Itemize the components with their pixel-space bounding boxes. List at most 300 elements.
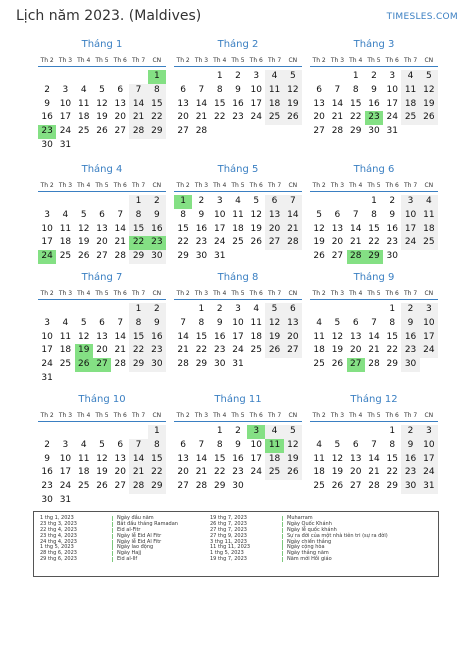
legend-marker xyxy=(282,557,283,562)
day-cell: 8 xyxy=(352,84,359,95)
day-cell: 1 xyxy=(129,195,147,209)
weekday-header xyxy=(174,180,302,192)
weekday-label: CN xyxy=(424,182,434,189)
day-cell: 10 xyxy=(401,209,419,223)
month-calendar xyxy=(38,38,166,153)
day-cell: 5 xyxy=(334,317,341,328)
day-cell: 10 xyxy=(59,98,72,109)
days-grid xyxy=(174,303,302,372)
day-cell: 19 xyxy=(265,331,283,345)
day-cell: 13 xyxy=(96,331,108,342)
day-cell: 22 xyxy=(148,466,166,480)
day-cell: 25 xyxy=(265,111,283,125)
day-cell: 19 xyxy=(96,112,108,123)
empty-cell xyxy=(347,303,365,317)
day-cell: 19 xyxy=(77,237,90,248)
empty-cell xyxy=(38,425,56,439)
day-cell: 18 xyxy=(77,112,90,123)
weekday-label: Th 2 xyxy=(312,290,326,297)
day-cell: 1 xyxy=(216,71,223,81)
weekday-label: Th 6 xyxy=(385,290,399,297)
day-cell: 23 xyxy=(148,344,166,358)
day-cell: 3 xyxy=(62,439,69,450)
day-cell: 31 xyxy=(59,494,72,505)
empty-cell xyxy=(93,70,111,84)
day-cell: 7 xyxy=(198,439,205,450)
day-cell: 12 xyxy=(284,84,302,98)
day-cell: 30 xyxy=(195,251,208,262)
month-name: Tháng 12 xyxy=(350,394,398,405)
holiday-legend xyxy=(33,511,439,577)
weekday-label: Th 5 xyxy=(367,290,381,297)
legend-date: 11 thg 11, 2023 xyxy=(210,544,251,551)
day-cell: 31 xyxy=(386,126,398,137)
month-name: Tháng 1 xyxy=(81,39,123,50)
weekday-label: Th 6 xyxy=(249,412,263,419)
day-cell: 28 xyxy=(114,359,126,370)
day-cell: 19 xyxy=(284,98,302,112)
day-cell: 9 xyxy=(401,317,419,331)
day-cell: 28 xyxy=(331,126,344,137)
day-cell: 28 xyxy=(114,251,126,262)
day-cell: 10 xyxy=(250,84,262,95)
day-cell: 3 xyxy=(62,84,69,95)
day-cell: 5 xyxy=(334,439,341,450)
weekday-header xyxy=(310,288,438,300)
weekday-label: Th 7 xyxy=(267,57,282,64)
day-cell: 7 xyxy=(180,317,186,328)
day-cell: 12 xyxy=(250,209,262,220)
empty-cell xyxy=(192,70,210,84)
holiday-day: 27 xyxy=(347,358,365,372)
day-cell: 4 xyxy=(265,425,283,439)
day-cell: 14 xyxy=(129,453,147,467)
legend-date: 22 thg 4, 2023 xyxy=(40,526,77,533)
day-cell: 23 xyxy=(195,237,208,248)
days-grid xyxy=(310,70,438,139)
day-cell: 10 xyxy=(420,439,438,453)
empty-cell xyxy=(38,303,56,317)
weekday-label: Th 3 xyxy=(330,290,345,297)
weekday-header xyxy=(310,410,438,422)
empty-cell xyxy=(174,70,192,84)
day-cell: 27 xyxy=(177,126,189,137)
day-cell: 24 xyxy=(59,481,72,492)
weekday-label: Th 6 xyxy=(385,57,399,64)
day-cell: 6 xyxy=(352,317,359,328)
days-grid xyxy=(310,195,438,264)
day-cell: 3 xyxy=(389,71,396,81)
empty-cell xyxy=(192,425,210,439)
legend-marker xyxy=(112,516,113,521)
day-cell: 8 xyxy=(389,439,396,450)
day-cell: 8 xyxy=(371,209,377,220)
day-cell: 25 xyxy=(313,359,325,370)
day-cell: 14 xyxy=(368,331,380,342)
day-cell: 17 xyxy=(232,331,244,342)
day-cell: 10 xyxy=(250,439,262,450)
month-calendar xyxy=(310,271,438,372)
day-cell: 26 xyxy=(331,481,344,492)
day-cell: 4 xyxy=(62,209,69,220)
day-cell: 1 xyxy=(389,304,396,314)
legend-holiday-name: Eid al-Ilf xyxy=(117,556,138,563)
weekday-label: Th 5 xyxy=(231,182,245,189)
day-cell: 17 xyxy=(59,112,72,123)
legend-holiday-name: Sự ra đời của một nhà tiên tri (sự ra đời) xyxy=(287,532,388,539)
day-cell: 10 xyxy=(386,84,398,95)
day-cell: 20 xyxy=(96,345,108,356)
day-cell: 16 xyxy=(41,112,53,123)
day-cell: 12 xyxy=(96,98,108,109)
holiday-day: 1 xyxy=(148,70,166,84)
day-cell: 2 xyxy=(235,426,241,436)
legend-marker xyxy=(282,528,283,533)
day-cell: 24 xyxy=(213,237,226,248)
weekday-label: Th 6 xyxy=(385,412,399,419)
day-cell: 27 xyxy=(331,251,344,262)
day-cell: 21 xyxy=(331,112,344,123)
day-cell: 26 xyxy=(284,466,302,480)
weekday-label: Th 4 xyxy=(213,290,227,297)
day-cell: 9 xyxy=(216,317,223,328)
day-cell: 17 xyxy=(250,453,262,464)
day-cell: 6 xyxy=(99,209,105,220)
weekday-label: Th 4 xyxy=(349,57,363,64)
weekday-label: Th 2 xyxy=(176,412,190,419)
day-cell: 13 xyxy=(284,317,302,331)
day-cell: 5 xyxy=(265,303,283,317)
day-cell: 29 xyxy=(148,125,166,139)
day-cell: 15 xyxy=(195,331,208,342)
day-cell: 19 xyxy=(96,467,108,478)
weekday-label: Th 6 xyxy=(249,57,263,64)
day-cell: 15 xyxy=(148,453,166,467)
day-cell: 28 xyxy=(368,481,380,492)
day-cell: 16 xyxy=(401,331,419,345)
legend-holiday-name: Ngày cộng hòa xyxy=(287,544,325,551)
day-cell: 26 xyxy=(313,251,325,262)
weekday-label: Th 5 xyxy=(95,290,109,297)
weekday-label: Th 6 xyxy=(113,412,127,419)
day-cell: 4 xyxy=(62,317,69,328)
weekday-header xyxy=(38,410,166,422)
legend-marker xyxy=(112,528,113,533)
day-cell: 20 xyxy=(284,331,302,345)
legend-date: 1 thg 1, 2023 xyxy=(40,515,74,521)
legend-date: 23 thg 4, 2023 xyxy=(40,532,77,539)
day-cell: 3 xyxy=(44,317,50,328)
day-cell: 20 xyxy=(349,467,362,478)
weekday-label: Th 4 xyxy=(349,182,363,189)
day-cell: 2 xyxy=(389,196,396,206)
weekday-label: Th 2 xyxy=(312,57,326,64)
day-cell: 25 xyxy=(77,126,90,137)
day-cell: 23 xyxy=(232,467,244,478)
day-cell: 15 xyxy=(213,98,226,109)
empty-cell xyxy=(310,303,328,317)
day-cell: 10 xyxy=(420,317,438,331)
day-cell: 3 xyxy=(420,425,438,439)
legend-holiday-name: Ngày chiến thắng xyxy=(287,538,332,545)
day-cell: 31 xyxy=(213,251,226,262)
day-cell: 4 xyxy=(420,195,438,209)
day-cell: 1 xyxy=(216,426,223,436)
empty-cell xyxy=(75,70,93,84)
day-cell: 8 xyxy=(148,84,166,98)
day-cell: 3 xyxy=(401,195,419,209)
day-cell: 5 xyxy=(99,439,105,450)
day-cell: 18 xyxy=(250,331,262,342)
weekday-header xyxy=(38,55,166,67)
legend-marker xyxy=(112,522,113,527)
day-cell: 4 xyxy=(316,439,322,450)
legend-holiday-name: Ngày đầu năm xyxy=(117,515,154,521)
day-cell: 27 xyxy=(114,481,126,492)
weekday-label: Th 5 xyxy=(367,412,381,419)
weekday-label: Th 6 xyxy=(113,57,127,64)
weekday-label: Th 2 xyxy=(40,412,54,419)
day-cell: 5 xyxy=(80,209,87,220)
day-cell: 12 xyxy=(331,453,344,464)
day-cell: 23 xyxy=(41,481,53,492)
day-cell: 2 xyxy=(44,439,50,450)
legend-holiday-name: Ngày lễ Eid Al Fitr xyxy=(117,538,162,545)
day-cell: 1 xyxy=(389,426,396,436)
month-calendar xyxy=(38,271,166,386)
day-cell: 24 xyxy=(386,112,398,123)
legend-column-left xyxy=(40,516,178,563)
empty-cell xyxy=(129,425,147,439)
day-cell: 2 xyxy=(235,71,241,81)
weekday-label: Th 2 xyxy=(40,182,54,189)
weekday-header xyxy=(174,55,302,67)
weekday-label: Th 5 xyxy=(95,182,109,189)
day-cell: 25 xyxy=(265,466,283,480)
weekday-label: Th 4 xyxy=(213,182,227,189)
month-name: Tháng 7 xyxy=(81,272,123,283)
day-cell: 6 xyxy=(117,84,124,95)
day-cell: 24 xyxy=(401,236,419,250)
day-cell: 5 xyxy=(80,317,87,328)
days-grid xyxy=(38,425,166,508)
month-calendar xyxy=(310,393,438,494)
day-cell: 29 xyxy=(195,359,208,370)
day-cell: 11 xyxy=(313,453,325,464)
holiday-day: 23 xyxy=(38,125,56,139)
day-cell: 20 xyxy=(114,467,126,478)
legend-date: 23 thg 3, 2023 xyxy=(40,520,77,527)
days-grid xyxy=(310,425,438,494)
month-calendar xyxy=(174,393,302,494)
empty-cell xyxy=(56,425,74,439)
day-cell: 15 xyxy=(129,223,147,237)
weekday-header xyxy=(174,410,302,422)
day-cell: 7 xyxy=(129,84,147,98)
day-cell: 13 xyxy=(177,98,189,109)
weekday-label: Th 2 xyxy=(312,182,326,189)
empty-cell xyxy=(93,195,111,209)
weekday-label: Th 7 xyxy=(403,57,418,64)
day-cell: 12 xyxy=(265,317,283,331)
day-cell: 2 xyxy=(371,71,377,81)
day-cell: 15 xyxy=(148,98,166,112)
weekday-label: Th 5 xyxy=(367,182,381,189)
day-cell: 21 xyxy=(129,111,147,125)
day-cell: 9 xyxy=(198,209,205,220)
weekday-label: Th 3 xyxy=(58,57,73,64)
day-cell: 2 xyxy=(198,196,205,206)
legend-marker xyxy=(112,545,113,550)
empty-cell xyxy=(328,195,346,209)
day-cell: 3 xyxy=(420,303,438,317)
day-cell: 20 xyxy=(313,112,325,123)
weekday-label: CN xyxy=(288,182,298,189)
day-cell: 11 xyxy=(420,209,438,223)
day-cell: 20 xyxy=(177,467,189,478)
weekday-label: Th 6 xyxy=(249,182,263,189)
day-cell: 6 xyxy=(284,303,302,317)
weekday-label: CN xyxy=(152,412,162,419)
day-cell: 8 xyxy=(129,209,147,223)
days-grid xyxy=(38,195,166,264)
weekday-header xyxy=(38,288,166,300)
day-cell: 12 xyxy=(313,223,325,234)
day-cell: 16 xyxy=(213,331,226,342)
day-cell: 10 xyxy=(41,331,53,342)
day-cell: 22 xyxy=(195,345,208,356)
empty-cell xyxy=(75,303,93,317)
weekday-label: Th 5 xyxy=(95,412,109,419)
month-name: Tháng 3 xyxy=(353,39,395,50)
empty-cell xyxy=(347,425,365,439)
day-cell: 13 xyxy=(349,331,362,342)
legend-entry xyxy=(40,557,178,563)
day-cell: 27 xyxy=(313,126,325,137)
weekday-header xyxy=(310,180,438,192)
day-cell: 6 xyxy=(117,439,124,450)
month-name: Tháng 8 xyxy=(217,272,259,283)
day-cell: 29 xyxy=(386,359,398,370)
day-cell: 9 xyxy=(235,84,241,95)
day-cell: 16 xyxy=(195,223,208,234)
day-cell: 20 xyxy=(331,237,344,248)
day-cell: 14 xyxy=(114,331,126,342)
day-cell: 7 xyxy=(129,439,147,453)
day-cell: 11 xyxy=(59,331,72,342)
legend-date: 19 thg 7, 2023 xyxy=(210,515,247,521)
holiday-day: 28 xyxy=(347,250,365,264)
day-cell: 16 xyxy=(148,223,166,237)
header xyxy=(16,8,458,30)
legend-marker xyxy=(112,534,113,539)
day-cell: 13 xyxy=(114,98,126,109)
day-cell: 30 xyxy=(41,494,53,505)
day-cell: 9 xyxy=(401,439,419,453)
day-cell: 8 xyxy=(129,317,147,331)
day-cell: 9 xyxy=(44,98,50,109)
brand-link[interactable]: TIMESLES.COM xyxy=(386,12,458,22)
day-cell: 21 xyxy=(349,237,362,248)
day-cell: 16 xyxy=(148,331,166,345)
holiday-day: 27 xyxy=(93,358,111,372)
weekday-label: Th 4 xyxy=(349,290,363,297)
legend-marker xyxy=(282,545,283,550)
page-title: Lịch năm 2023. (Maldives) xyxy=(16,8,202,24)
weekday-label: CN xyxy=(424,412,434,419)
weekday-label: Th 4 xyxy=(77,412,91,419)
weekday-label: Th 6 xyxy=(113,182,127,189)
legend-date: 19 thg 7, 2023 xyxy=(210,556,247,563)
day-cell: 21 xyxy=(195,112,208,123)
day-cell: 5 xyxy=(284,70,302,84)
legend-holiday-name: Ngày Hajj xyxy=(117,550,142,557)
day-cell: 26 xyxy=(331,359,344,370)
legend-holiday-name: Năm mới Hồi giáo xyxy=(287,556,332,563)
day-cell: 25 xyxy=(59,251,72,262)
weekday-label: Th 6 xyxy=(113,290,127,297)
day-cell: 12 xyxy=(420,84,438,98)
day-cell: 18 xyxy=(420,223,438,237)
day-cell: 15 xyxy=(386,453,398,464)
legend-date: 26 thg 7, 2023 xyxy=(210,520,247,527)
day-cell: 7 xyxy=(352,209,359,220)
weekday-label: Th 7 xyxy=(267,290,282,297)
weekday-label: CN xyxy=(152,57,162,64)
day-cell: 30 xyxy=(213,359,226,370)
day-cell: 2 xyxy=(216,304,223,314)
weekday-label: Th 3 xyxy=(194,57,209,64)
day-cell: 6 xyxy=(180,439,186,450)
empty-cell xyxy=(328,303,346,317)
day-cell: 5 xyxy=(284,425,302,439)
day-cell: 18 xyxy=(265,98,283,112)
month-calendar xyxy=(310,163,438,264)
day-cell: 25 xyxy=(313,481,325,492)
weekday-label: Th 7 xyxy=(131,412,146,419)
empty-cell xyxy=(310,425,328,439)
holiday-day: 29 xyxy=(365,250,383,264)
legend-holiday-name: Ngày lễ quốc khánh xyxy=(287,526,337,533)
day-cell: 24 xyxy=(41,359,53,370)
empty-cell xyxy=(56,70,74,84)
day-cell: 31 xyxy=(59,139,72,150)
legend-holiday-name: Eid al-Fitr xyxy=(117,526,141,533)
day-cell: 28 xyxy=(177,359,189,370)
day-cell: 18 xyxy=(313,467,325,478)
day-cell: 26 xyxy=(265,344,283,358)
legend-holiday-name: Ngày thắng năm xyxy=(287,550,329,557)
day-cell: 18 xyxy=(59,345,72,356)
holiday-day: 19 xyxy=(75,344,93,358)
day-cell: 14 xyxy=(129,98,147,112)
day-cell: 25 xyxy=(77,481,90,492)
day-cell: 20 xyxy=(96,237,108,248)
day-cell: 14 xyxy=(349,223,362,234)
day-cell: 14 xyxy=(195,98,208,109)
day-cell: 5 xyxy=(420,70,438,84)
day-cell: 9 xyxy=(371,84,377,95)
weekday-label: Th 4 xyxy=(77,290,91,297)
weekday-label: CN xyxy=(424,290,434,297)
day-cell: 28 xyxy=(129,125,147,139)
day-cell: 15 xyxy=(349,98,362,109)
day-cell: 22 xyxy=(386,467,398,478)
weekday-label: Th 7 xyxy=(267,412,282,419)
empty-cell xyxy=(93,303,111,317)
day-cell: 22 xyxy=(213,112,226,123)
day-cell: 25 xyxy=(420,236,438,250)
